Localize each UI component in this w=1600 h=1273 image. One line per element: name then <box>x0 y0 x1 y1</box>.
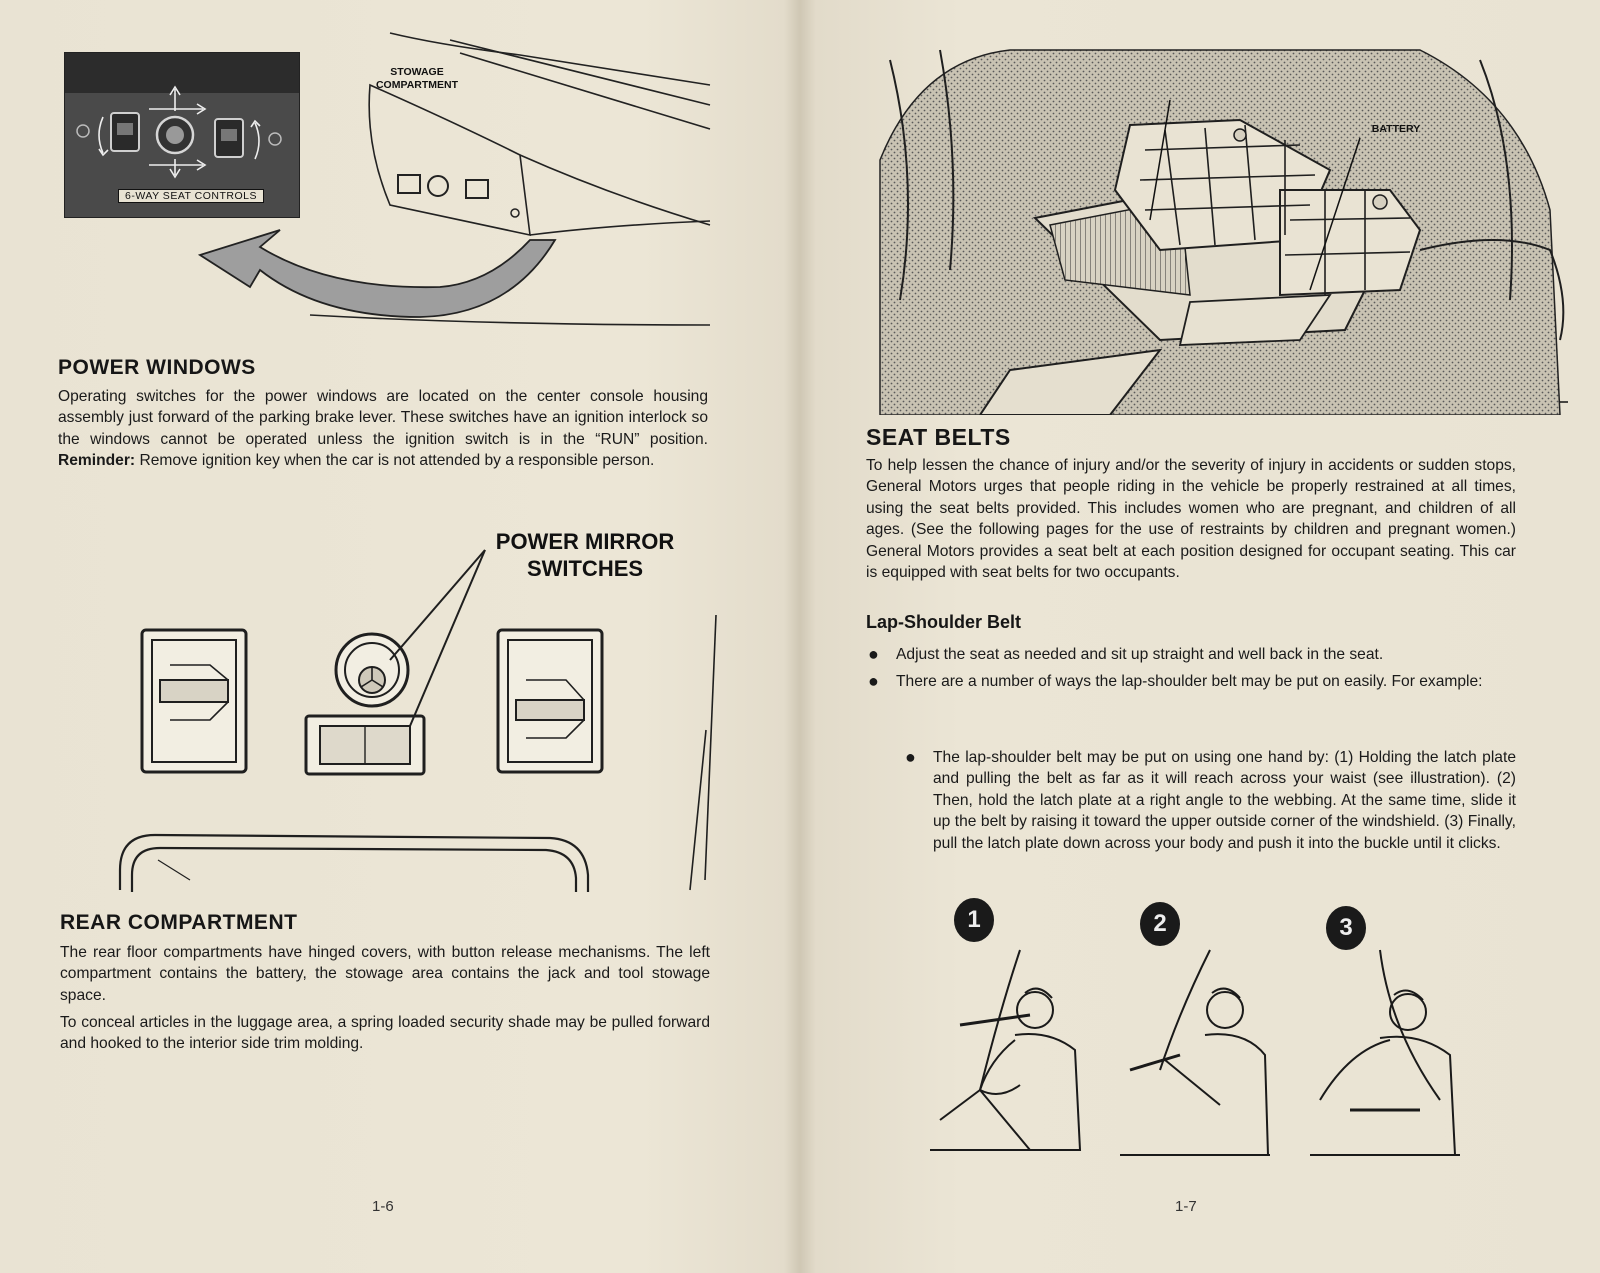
cargo-area-drawing <box>860 40 1575 415</box>
stowage-label <box>362 66 472 92</box>
reminder-label: Reminder: <box>58 452 136 470</box>
bullet-adjust-seat <box>868 644 1516 665</box>
power-windows-heading: POWER WINDOWS <box>58 356 256 379</box>
belt-step-figure-3 <box>1310 950 1460 1155</box>
step-label-3: 3 <box>1339 914 1353 941</box>
mirror-callout <box>470 528 700 582</box>
power-windows-body-end: Remove ignition key when the car is not attended by a responsible person. <box>135 452 655 470</box>
step-badge-2 <box>1140 902 1180 946</box>
bullet-one-hand-text: The lap-shoulder belt may be put on using one hand by: (1) Holding the latch plate and pulling the belt as far as it will reach across your waist (see illustration). (2) Then, hold the latch plate at a right angle to the webbing. At the same time, slide it up the belt by raising it toward the upper outside corner of the windshield. (3) Finally, pull the latch plate down across your body and push it into the buckle until it clicks. <box>933 749 1516 852</box>
seat-belts-body: To help lessen the chance of injury and/or the severity of injury in accidents or sudden stops, General Motors urges that people riding in the vehicle be properly restrained at all times, using the seat belts provided. This includes women who are pregnant, and children of all ages. (See the following pages for the use of restraints by children and pregnant women.) General Motors provides a seat belt at each position designed for occupant seating. This car is equipped with seat belts for two occupants. <box>866 457 1516 582</box>
lap-shoulder-heading: Lap-Shoulder Belt <box>866 612 1022 632</box>
left-page-number: 1-6 <box>372 1198 394 1215</box>
battery-label: BATTERY <box>1371 123 1421 135</box>
bullet-one-hand <box>905 747 1516 854</box>
bullet-dot: ● <box>868 644 879 664</box>
mirror-callout-line2: SWITCHES <box>526 556 644 581</box>
console-left-switch <box>398 175 420 193</box>
right-page-number: 1-7 <box>1175 1198 1197 1215</box>
bullet-ways <box>868 671 1516 692</box>
console-mirror-knob <box>428 176 448 196</box>
console-right-switch <box>466 180 488 198</box>
step-badge-1 <box>954 898 994 942</box>
seat-belts-heading: SEAT BELTS <box>866 424 1011 450</box>
bullet-ways-text: There are a number of ways the lap-shoulder belt may be put on easily. For example: <box>896 673 1483 690</box>
rear-compartment-heading: REAR COMPARTMENT <box>60 911 298 934</box>
power-windows-body <box>58 386 708 472</box>
bullet-dot: ● <box>868 671 879 691</box>
mirror-callout-line1: POWER MIRROR <box>495 529 675 554</box>
console-arrow <box>200 230 555 317</box>
belt-step-figure-1 <box>930 950 1080 1150</box>
belt-steps-drawing <box>920 890 1480 1170</box>
stowage-label-line1: STOWAGE <box>390 66 444 78</box>
bullet-dot: ● <box>905 747 916 767</box>
mirror-switches-drawing <box>110 530 730 910</box>
step-badge-3 <box>1326 906 1366 950</box>
step-label-1: 1 <box>967 906 981 933</box>
seat-controls-caption: 6-WAY SEAT CONTROLS <box>118 189 264 203</box>
belt-step-figure-2 <box>1120 950 1270 1155</box>
step-label-2: 2 <box>1153 910 1167 937</box>
rear-compartment-paragraph2: To conceal articles in the luggage area, a spring loaded security shade may be pulled forward and hooked to the interior side trim molding. <box>60 1014 710 1053</box>
rear-compartment-paragraph1: The rear floor compartments have hinged covers, with button release mechanisms. The left compartment contains the battery, the stowage area contains the jack and tool stowage space. <box>60 944 710 1004</box>
stowage-label-line2: COMPARTMENT <box>375 79 459 91</box>
left-page <box>0 0 790 1273</box>
bullet-adjust-seat-text: Adjust the seat as needed and sit up straight and well back in the seat. <box>896 646 1384 663</box>
power-windows-body-start: Operating switches for the power windows are located on the center console housing assembly just forward of the parking brake lever. These switches have an ignition interlock so the windows cannot be operated unless the ignition switch is in the “RUN” position. <box>58 388 708 448</box>
